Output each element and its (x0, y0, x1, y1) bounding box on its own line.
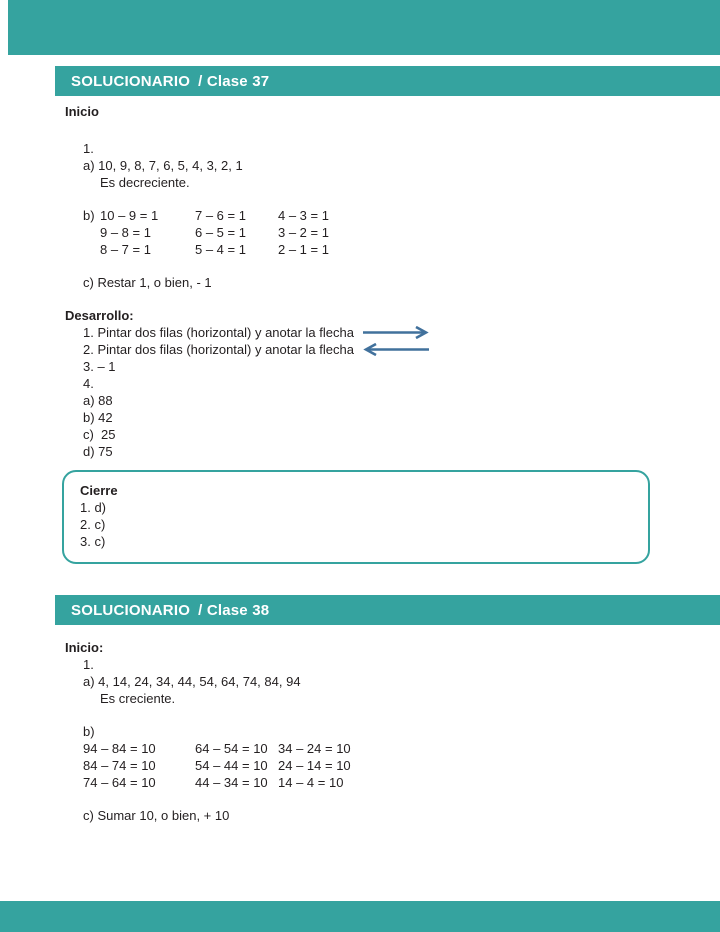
desarrollo-heading: Desarrollo: (65, 308, 134, 323)
desarrollo-item-4: 4. (83, 376, 94, 391)
right-arrow-icon (362, 326, 430, 339)
desarrollo-item-2 (65, 341, 680, 358)
equation-cell: 10 – 9 = 1 (100, 208, 159, 223)
row-prefix (83, 224, 100, 241)
row-prefix (83, 241, 100, 258)
item-1: 1. (83, 141, 94, 156)
cierre-item-2: 2. c) (80, 517, 106, 532)
equation-cell: 84 – 74 = 10 (83, 758, 156, 773)
equation-cell: 5 – 4 = 1 (195, 242, 246, 257)
inicio-heading: Inicio (65, 104, 99, 119)
item-1a-answer: Es creciente. (100, 691, 176, 706)
banner-clase-label: / Clase 38 (198, 601, 270, 619)
bottom-banner-bar (0, 901, 720, 932)
item-1a: a) 10, 9, 8, 7, 6, 5, 4, 3, 2, 1 (83, 158, 243, 173)
equation-cell: 44 – 34 = 10 (195, 775, 268, 790)
clase37-content (65, 103, 680, 564)
clase38-content (65, 639, 680, 824)
equation-cell: 3 – 2 = 1 (278, 225, 329, 240)
equation-cell: 7 – 6 = 1 (195, 208, 246, 223)
banner-clase-label: / Clase 37 (198, 72, 270, 90)
equation-cell: 6 – 5 = 1 (195, 225, 246, 240)
equation-cell: 8 – 7 = 1 (100, 242, 151, 257)
cierre-heading: Cierre (80, 483, 118, 498)
cierre-item-1: 1. d) (80, 500, 107, 515)
cierre-box (62, 470, 650, 564)
clase37-banner (55, 66, 720, 96)
equation-cell: 24 – 14 = 10 (278, 758, 351, 773)
top-banner-bar (8, 0, 720, 55)
equation-cell: 34 – 24 = 10 (278, 741, 351, 756)
equation-cell: 4 – 3 = 1 (278, 208, 329, 223)
desarrollo-item-text: 2. Pintar dos filas (horizontal) y anotar la flecha (83, 342, 354, 357)
desarrollo-item-3: 3. – 1 (83, 359, 116, 374)
equation-cell: 74 – 64 = 10 (83, 775, 156, 790)
banner-title: SOLUCIONARIO (71, 601, 191, 619)
item-1c: c) Restar 1, o bien, - 1 (83, 275, 212, 290)
desarrollo-item-4c: c) 25 (83, 427, 116, 442)
item-1b-label: b) (83, 208, 95, 223)
desarrollo-item-4d: d) 75 (83, 444, 113, 459)
clase38-banner (55, 595, 720, 625)
desarrollo-item-1 (65, 324, 680, 341)
cierre-item-3: 3. c) (80, 534, 106, 549)
desarrollo-item-text: 1. Pintar dos filas (horizontal) y anotar la flecha (83, 325, 354, 340)
item-1b-label: b) (83, 724, 95, 739)
subtraction-table-clase38 (83, 740, 680, 791)
banner-title: SOLUCIONARIO (71, 72, 191, 90)
desarrollo-item-4a: a) 88 (83, 393, 113, 408)
equation-cell: 9 – 8 = 1 (100, 225, 151, 240)
subtraction-table-clase37 (83, 207, 680, 258)
item-1c: c) Sumar 10, o bien, + 10 (83, 808, 230, 823)
inicio-heading: Inicio: (65, 640, 104, 655)
equation-cell: 54 – 44 = 10 (195, 758, 268, 773)
desarrollo-item-4b: b) 42 (83, 410, 113, 425)
item-1a-answer: Es decreciente. (100, 175, 190, 190)
equation-cell: 2 – 1 = 1 (278, 242, 329, 257)
equation-cell: 94 – 84 = 10 (83, 741, 156, 756)
equation-cell: 14 – 4 = 10 (278, 775, 344, 790)
item-1a: a) 4, 14, 24, 34, 44, 54, 64, 74, 84, 94 (83, 674, 301, 689)
equation-cell: 64 – 54 = 10 (195, 741, 268, 756)
left-arrow-icon (362, 343, 430, 356)
item-1: 1. (83, 657, 94, 672)
